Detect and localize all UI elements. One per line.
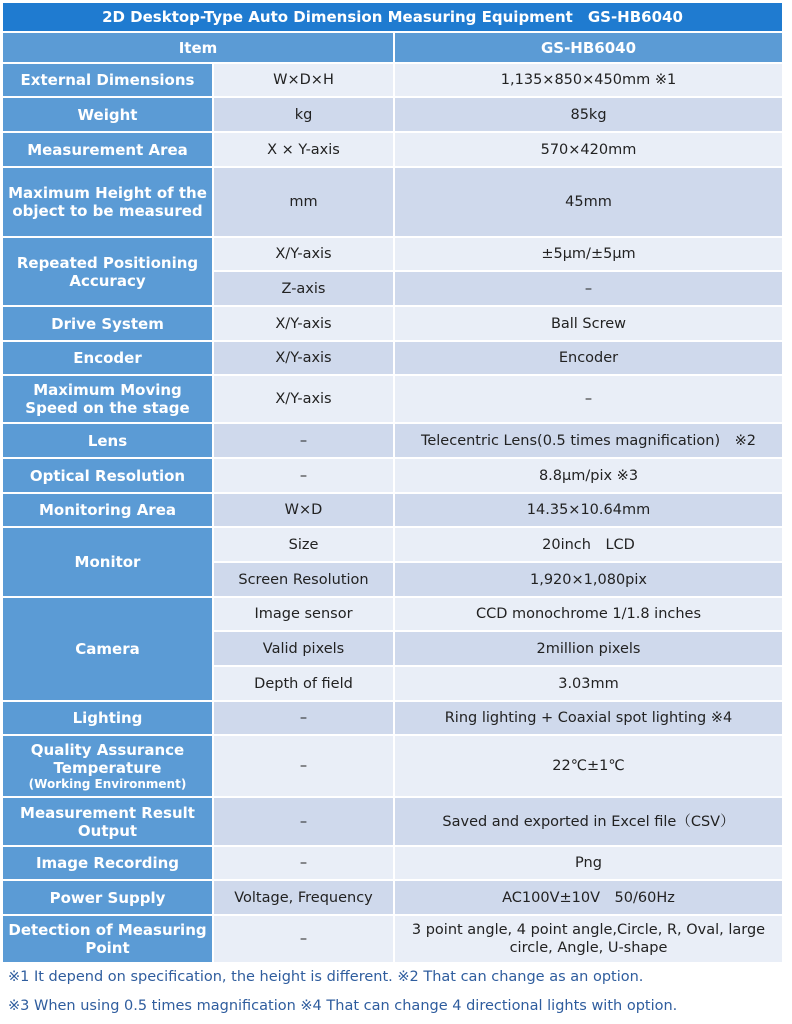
row-value: 22℃±1℃ xyxy=(394,735,783,797)
row-value: 85kg xyxy=(394,97,783,132)
row-unit: Screen Resolution xyxy=(213,562,394,597)
row-value: 14.35×10.64mm xyxy=(394,493,783,527)
table-row xyxy=(2,701,783,735)
row-value: – xyxy=(394,375,783,423)
row-value: Png xyxy=(394,846,783,880)
row-label-power-supply: Power Supply xyxy=(2,880,213,915)
row-value: Saved and exported in Excel file（CSV） xyxy=(394,797,783,846)
row-unit: X/Y-axis xyxy=(213,237,394,271)
row-label-repeated-positioning: Repeated Positioning Accuracy xyxy=(2,237,213,306)
table-row xyxy=(2,237,783,271)
table-row xyxy=(2,846,783,880)
row-value: 45mm xyxy=(394,167,783,237)
row-label-external-dimensions: External Dimensions xyxy=(2,63,213,97)
table-row xyxy=(2,915,783,963)
footnotes xyxy=(8,963,788,1021)
spec-table xyxy=(2,2,783,963)
table-row xyxy=(2,797,783,846)
table-row xyxy=(2,375,783,423)
table-row xyxy=(2,132,783,167)
row-value: 1,920×1,080pix xyxy=(394,562,783,597)
row-label-monitoring-area: Monitoring Area xyxy=(2,493,213,527)
table-row xyxy=(2,735,783,797)
row-value: – xyxy=(394,271,783,306)
row-unit: X/Y-axis xyxy=(213,306,394,341)
row-unit: Image sensor xyxy=(213,597,394,631)
row-label-weight: Weight xyxy=(2,97,213,132)
row-unit: kg xyxy=(213,97,394,132)
row-unit: X/Y-axis xyxy=(213,341,394,375)
footnote-line-1: ※1 It depend on specification, the height is different. ※2 That can change as an option. xyxy=(8,969,644,985)
table-row xyxy=(2,527,783,562)
row-unit: X × Y-axis xyxy=(213,132,394,167)
row-unit: W×D xyxy=(213,493,394,527)
row-value: CCD monochrome 1/1.8 inches xyxy=(394,597,783,631)
row-label-max-height: Maximum Height of the object to be measured xyxy=(2,167,213,237)
row-value: 3.03mm xyxy=(394,666,783,701)
row-unit: – xyxy=(213,701,394,735)
table-row xyxy=(2,423,783,458)
row-value: 20inch LCD xyxy=(394,527,783,562)
row-unit: Size xyxy=(213,527,394,562)
footnote-line-2: ※3 When using 0.5 times magnification ※4 That can change 4 directional lights with option. xyxy=(8,998,678,1014)
header-model: GS-HB6040 xyxy=(394,32,783,63)
title-row xyxy=(2,2,783,32)
table-row xyxy=(2,63,783,97)
row-unit: – xyxy=(213,458,394,493)
table-row xyxy=(2,597,783,631)
row-unit: – xyxy=(213,846,394,880)
spec-table-container xyxy=(2,2,783,963)
row-label-drive-system: Drive System xyxy=(2,306,213,341)
row-unit: Z-axis xyxy=(213,271,394,306)
row-label-result-output: Measurement Result Output xyxy=(2,797,213,846)
row-label-lens: Lens xyxy=(2,423,213,458)
row-value: 570×420mm xyxy=(394,132,783,167)
row-label-quality-assurance xyxy=(2,735,213,797)
row-unit: Voltage, Frequency xyxy=(213,880,394,915)
table-row xyxy=(2,880,783,915)
table-row xyxy=(2,341,783,375)
row-value: AC100V±10V 50/60Hz xyxy=(394,880,783,915)
row-value: Ring lighting + Coaxial spot lighting ※4 xyxy=(394,701,783,735)
row-unit: mm xyxy=(213,167,394,237)
row-unit: Depth of field xyxy=(213,666,394,701)
row-value: Ball Screw xyxy=(394,306,783,341)
row-label-encoder: Encoder xyxy=(2,341,213,375)
row-unit: Valid pixels xyxy=(213,631,394,666)
table-title: 2D Desktop-Type Auto Dimension Measuring Equipment GS-HB6040 xyxy=(2,2,783,32)
row-label-monitor: Monitor xyxy=(2,527,213,597)
row-label-lighting: Lighting xyxy=(2,701,213,735)
row-value: 2million pixels xyxy=(394,631,783,666)
row-label-detection: Detection of Measuring Point xyxy=(2,915,213,963)
table-row xyxy=(2,458,783,493)
row-unit: – xyxy=(213,915,394,963)
row-value: ±5μm/±5μm xyxy=(394,237,783,271)
row-value: 8.8μm/pix ※3 xyxy=(394,458,783,493)
row-unit: X/Y-axis xyxy=(213,375,394,423)
table-row xyxy=(2,167,783,237)
header-item: Item xyxy=(2,32,394,63)
table-row xyxy=(2,306,783,341)
row-unit: – xyxy=(213,797,394,846)
row-label-camera: Camera xyxy=(2,597,213,701)
table-row xyxy=(2,97,783,132)
row-value: Telecentric Lens(0.5 times magnification) ※2 xyxy=(394,423,783,458)
header-row xyxy=(2,32,783,63)
row-unit: – xyxy=(213,423,394,458)
row-value: Encoder xyxy=(394,341,783,375)
row-unit: W×D×H xyxy=(213,63,394,97)
row-label-optical-resolution: Optical Resolution xyxy=(2,458,213,493)
row-value: 3 point angle, 4 point angle,Circle, R, Oval, large circle, Angle, U-shape xyxy=(394,915,783,963)
quality-assurance-label: Quality Assurance Temperature xyxy=(30,740,185,777)
quality-assurance-sublabel: (Working Environment) xyxy=(28,776,187,791)
table-row xyxy=(2,493,783,527)
row-value: 1,135×850×450mm ※1 xyxy=(394,63,783,97)
row-label-image-recording: Image Recording xyxy=(2,846,213,880)
row-label-measurement-area: Measurement Area xyxy=(2,132,213,167)
row-label-max-speed: Maximum Moving Speed on the stage xyxy=(2,375,213,423)
row-unit: – xyxy=(213,735,394,797)
